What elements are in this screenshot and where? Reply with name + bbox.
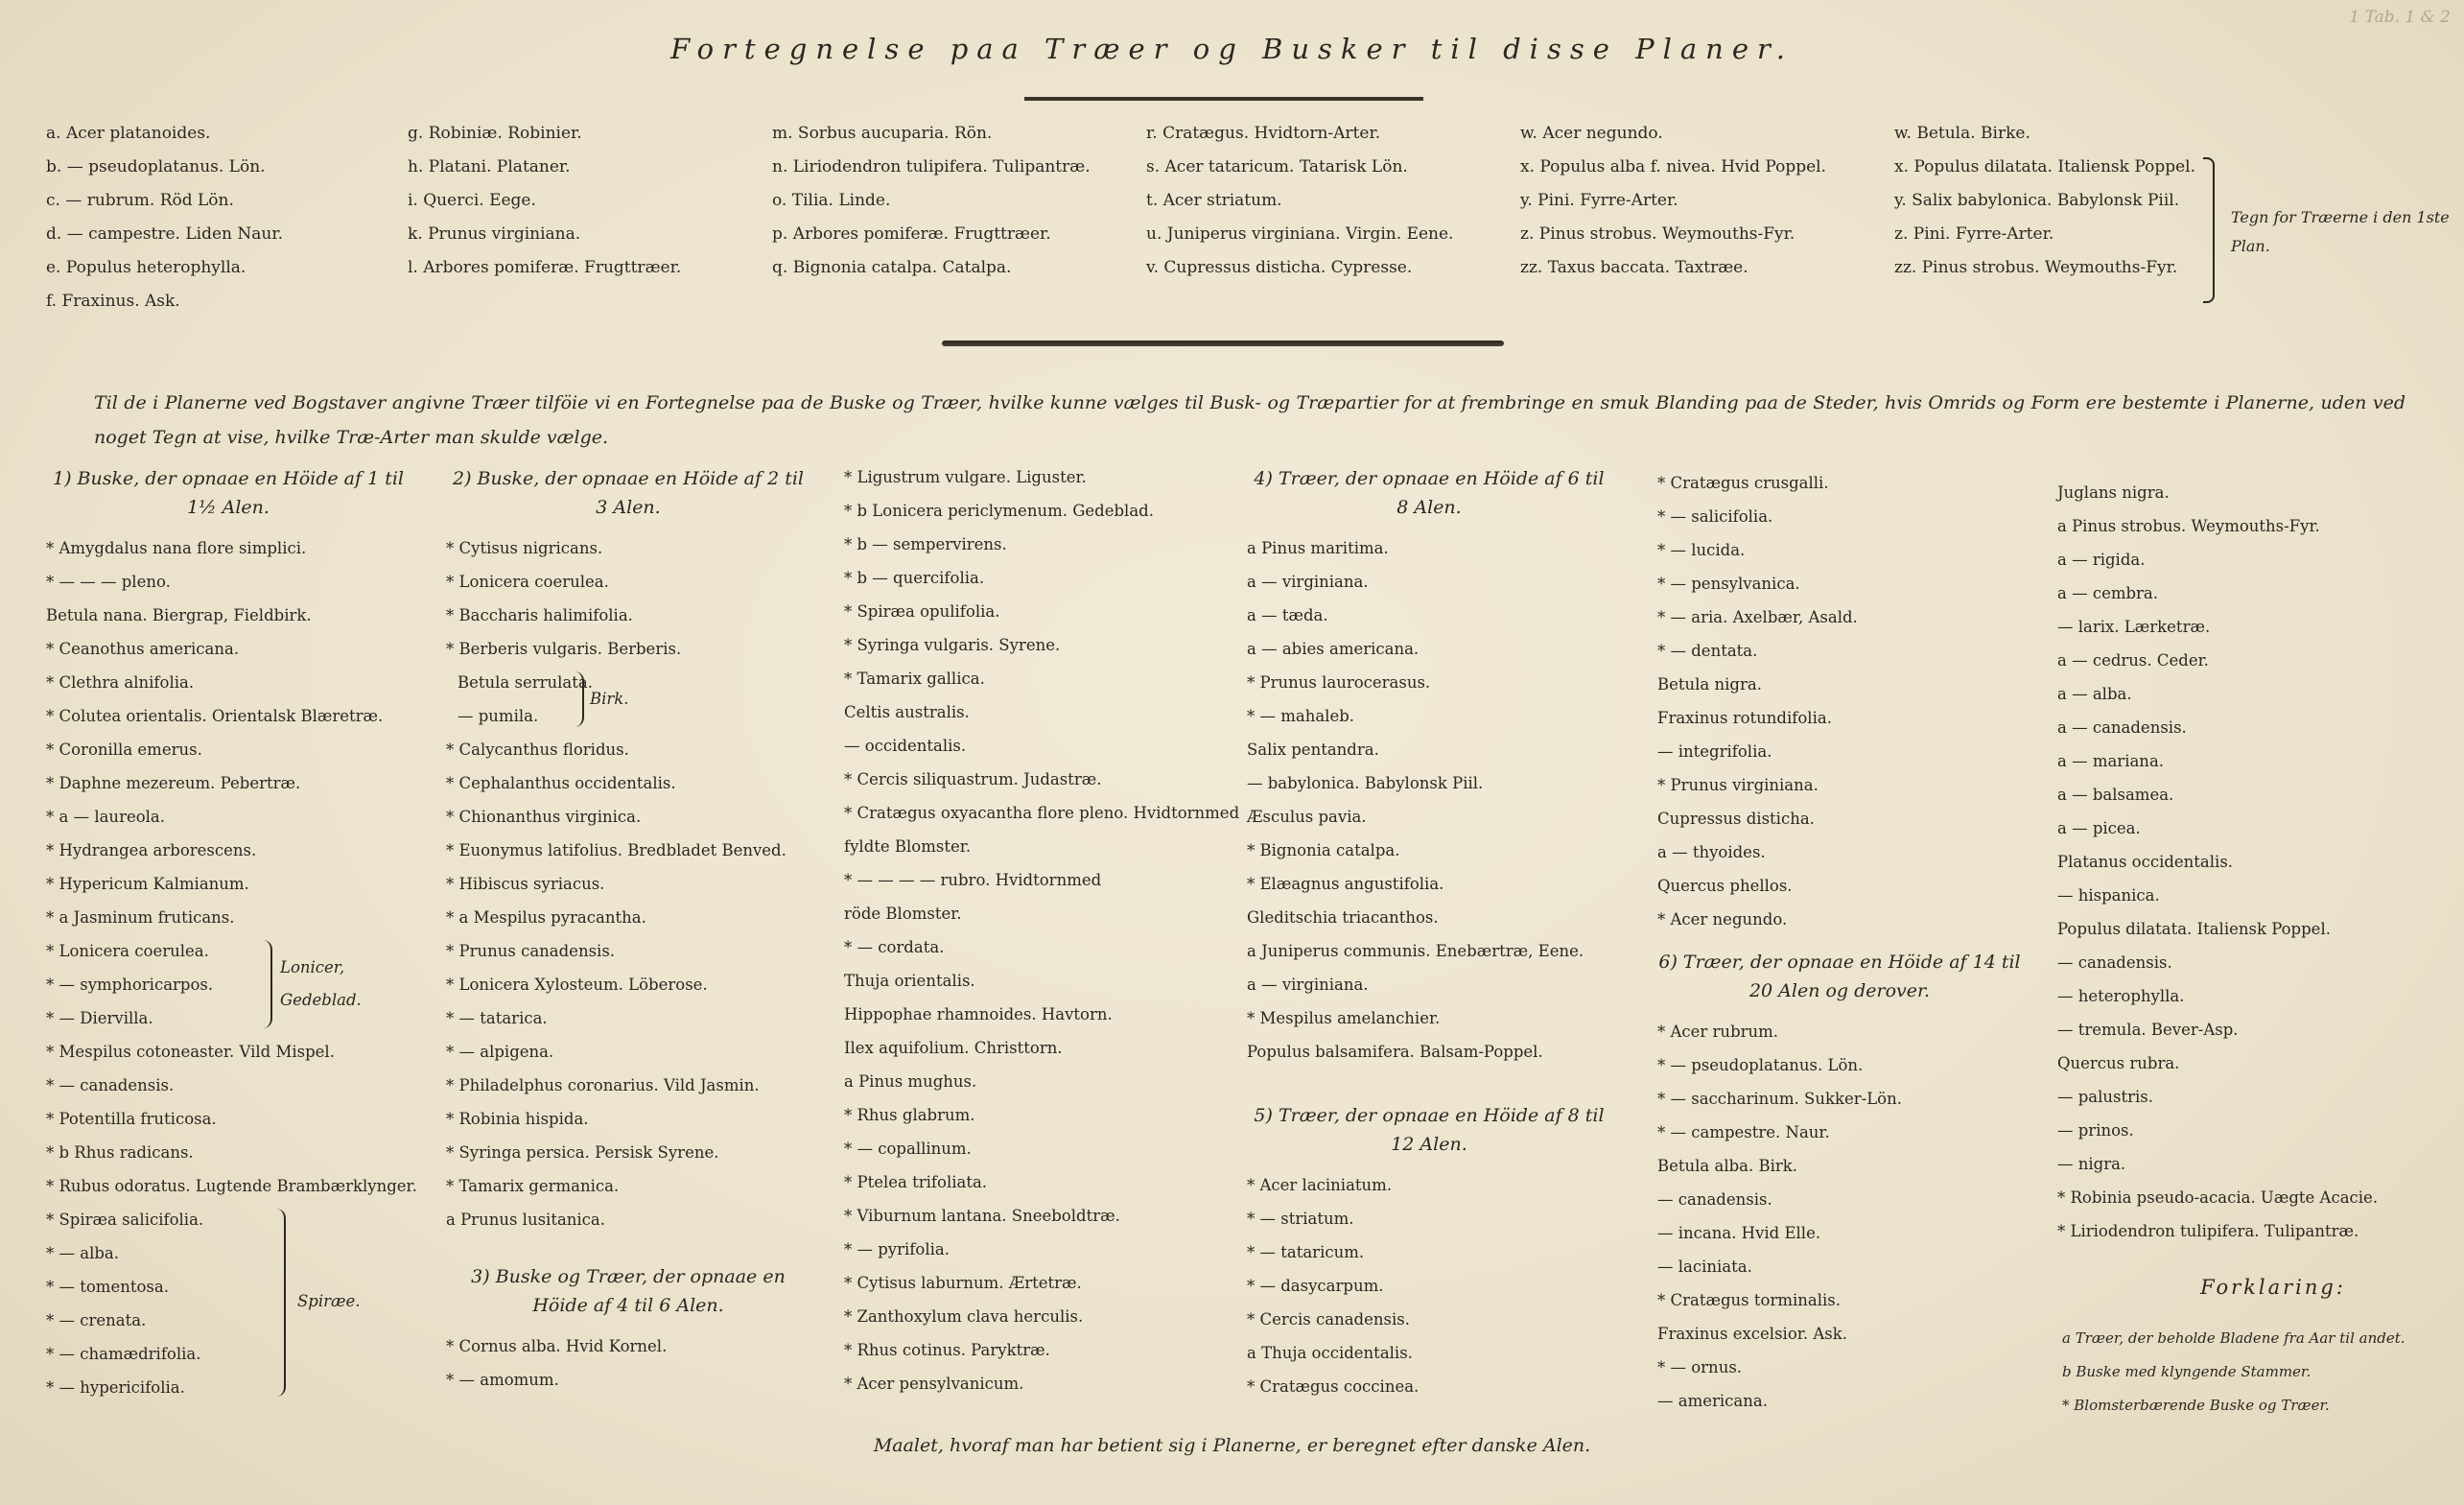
column-6 — [2057, 476, 2441, 1248]
plant-entry: * — pseudoplatanus. Lön. — [1657, 1056, 1864, 1074]
key-entry: d. — campestre. Liden Naur. — [46, 224, 284, 244]
key-entry: r. Cratægus. Hvidtorn-Arter. — [1146, 124, 1381, 143]
birk-label: Birk. — [590, 690, 629, 708]
legend-entry: a Træer, der beholde Bladene fra Aar til andet. — [2062, 1329, 2405, 1347]
key-column-5 — [1520, 117, 1826, 285]
plant-entry: * Philadelphus coronarius. Vild Jasmin. — [446, 1076, 760, 1094]
plant-entry: * Liriodendron tulipifera. Tulipantræ. — [2057, 1222, 2359, 1240]
plant-entry: * — alpigena. — [446, 1043, 554, 1061]
plant-entry: Cupressus disticha. — [1657, 810, 1815, 828]
plant-entry: * Elæagnus angustifolia. — [1247, 875, 1444, 893]
plant-entry: * Acer rubrum. — [1657, 1023, 1779, 1041]
plant-entry: — hispanica. — [2057, 886, 2160, 905]
plant-entry: a — thyoides. — [1657, 843, 1766, 861]
plant-entry: * Cratægus coccinea. — [1247, 1377, 1420, 1396]
title-rule — [1024, 97, 1423, 101]
plant-entry: * — Diervilla. — [46, 1009, 153, 1027]
key-entry: l. Arbores pomiferæ. Frugttræer. — [408, 258, 682, 277]
key-entry: i. Querci. Eege. — [408, 191, 536, 210]
plant-entry: * Lonicera Xylosteum. Löberose. — [446, 976, 708, 994]
plant-entry: Hippophae rhamnoides. Havtorn. — [844, 1005, 1113, 1023]
plant-entry: * Viburnum lantana. Sneeboldtræ. — [844, 1207, 1120, 1225]
spiraea-group — [46, 1203, 411, 1404]
plant-entry: * a Jasminum fruticans. — [46, 908, 235, 927]
plant-entry: * Lonicera coerulea. — [46, 942, 209, 960]
key-entry: k. Prunus virginiana. — [408, 224, 581, 244]
legend-entry: b Buske med klyngende Stammer. — [2062, 1363, 2311, 1380]
key-entry: w. Acer negundo. — [1520, 124, 1663, 143]
plant-entry: * Prunus virginiana. — [1657, 776, 1819, 794]
plant-entry: * — — — pleno. — [46, 573, 171, 591]
plant-entry: a Prunus lusitanica. — [446, 1211, 606, 1229]
plant-entry: — pumila. — [458, 707, 539, 725]
key-brace — [2203, 157, 2215, 303]
plant-entry: * Mespilus cotoneaster. Vild Mispel. — [46, 1043, 335, 1061]
plant-entry: * Mespilus amelanchier. — [1247, 1009, 1441, 1027]
plant-entry: a — picea. — [2057, 819, 2141, 837]
page-title: Fortegnelse paa Træer og Busker til disse Planer. — [670, 33, 1794, 65]
plant-entry: * — striatum. — [1247, 1210, 1354, 1228]
plant-entry: * Rhus glabrum. — [844, 1106, 975, 1124]
plant-entry: * — dasycarpum. — [1247, 1277, 1384, 1295]
plant-entry: * b — quercifolia. — [844, 569, 985, 587]
plant-entry: * — dentata. — [1657, 642, 1758, 660]
plant-entry: * — tomentosa. — [46, 1278, 169, 1296]
key-entry: z. Pini. Fyrre-Arter. — [1894, 224, 2054, 244]
corner-mark: 1 Tab. 1 & 2 — [2349, 8, 2451, 27]
forklaring-list — [2062, 1322, 2446, 1423]
plant-entry: * Amygdalus nana flore simplici. — [46, 539, 307, 557]
plant-entry: Populus dilatata. Italiensk Poppel. — [2057, 920, 2331, 938]
plant-entry: * Tamarix gallica. — [844, 670, 985, 688]
tegn-note: Tegn for Træerne i den 1ste Plan. — [2231, 208, 2450, 255]
key-entry: h. Platani. Plataner. — [408, 157, 571, 176]
plant-entry: * — chamædrifolia. — [46, 1345, 201, 1363]
key-column-1 — [46, 117, 283, 318]
plant-entry: a — cembra. — [2057, 584, 2159, 602]
key-column-4 — [1146, 117, 1453, 285]
key-entry: c. — rubrum. Röd Lön. — [46, 191, 234, 210]
plant-entry: — heterophylla. — [2057, 987, 2185, 1005]
key-entry: q. Bignonia catalpa. Catalpa. — [772, 258, 1012, 277]
plant-entry: * Calycanthus floridus. — [446, 741, 629, 759]
plant-entry: a — balsamea. — [2057, 786, 2174, 804]
plant-entry: Platanus occidentalis. — [2057, 853, 2234, 871]
key-entry: p. Arbores pomiferæ. Frugttræer. — [772, 224, 1051, 244]
section-4 — [1247, 457, 1611, 1069]
plant-entry: Fraxinus rotundifolia. — [1657, 709, 1832, 727]
plant-entry: * Spiræa salicifolia. — [46, 1211, 204, 1229]
plant-entry: Juglans nigra. — [2057, 483, 2170, 502]
key-entry: s. Acer tataricum. Tatarisk Lön. — [1146, 157, 1408, 176]
plant-entry: * Daphne mezereum. Pebertræ. — [46, 774, 301, 792]
plant-entry: a — canadensis. — [2057, 718, 2187, 737]
plant-entry: * Ligustrum vulgare. Liguster. — [844, 468, 1087, 486]
key-entry: y. Salix babylonica. Babylonsk Piil. — [1894, 191, 2180, 210]
section-2 — [446, 457, 810, 1236]
key-entry: w. Betula. Birke. — [1894, 124, 2030, 143]
plant-entry: * — aria. Axelbær, Asald. — [1657, 608, 1858, 626]
plant-entry: * — tataricum. — [1247, 1243, 1365, 1261]
plant-entry: a Thuja occidentalis. — [1247, 1344, 1413, 1362]
plant-entry: * a Mespilus pyracantha. — [446, 908, 646, 927]
plant-entry: * Coronilla emerus. — [46, 741, 202, 759]
lonicer-brace — [259, 940, 272, 1028]
key-entry: v. Cupressus disticha. Cypresse. — [1146, 258, 1413, 277]
forklaring-title: Forklaring: — [2200, 1276, 2346, 1299]
key-entry: y. Pini. Fyrre-Arter. — [1520, 191, 1678, 210]
plant-entry: Æsculus pavia. — [1247, 808, 1367, 826]
plant-entry: * Robinia hispida. — [446, 1110, 589, 1128]
plant-entry: * Hypericum Kalmianum. — [46, 875, 249, 893]
plant-entry: * Syringa persica. Persisk Syrene. — [446, 1143, 719, 1162]
plant-entry: — laciniata. — [1657, 1258, 1752, 1276]
plant-entry: * a — laureola. — [46, 808, 166, 826]
plant-entry: * Cratægus crusgalli. — [1657, 474, 1829, 492]
plant-entry: a Juniperus communis. Enebærtræ, Eene. — [1247, 942, 1584, 960]
plant-entry: a — abies americana. — [1247, 640, 1420, 658]
birk-group — [446, 666, 810, 733]
plant-entry: a — virginiana. — [1247, 573, 1369, 591]
plant-entry: * Acer negundo. — [1657, 910, 1788, 929]
plant-entry: * Rhus cotinus. Paryktræ. — [844, 1341, 1050, 1359]
key-entry: z. Pinus strobus. Weymouths-Fyr. — [1520, 224, 1795, 244]
plant-entry: — palustris. — [2057, 1088, 2154, 1106]
plant-entry: * Clethra alnifolia. — [46, 673, 195, 692]
plant-entry: * — crenata. — [46, 1311, 147, 1329]
plant-entry: * Acer pensylvanicum. — [844, 1375, 1024, 1393]
key-entry: m. Sorbus aucuparia. Rön. — [772, 124, 993, 143]
plant-entry: * b Rhus radicans. — [46, 1143, 194, 1162]
plant-entry: Betula serrulata. — [458, 673, 593, 692]
plant-entry: Ilex aquifolium. Christtorn. — [844, 1039, 1063, 1057]
birk-brace — [573, 671, 584, 727]
plant-entry: * — hypericifolia. — [46, 1378, 185, 1397]
plant-entry: — nigra. — [2057, 1155, 2126, 1173]
plant-entry: — canadensis. — [1657, 1190, 1772, 1209]
intro-paragraph: Til de i Planerne ved Bogstaver angivne Træer tilföie vi en Fortegnelse paa de Buske og Træer, hvilke kunne vælges til Busk- og Træpartier for at frembringe en smuk Blanding paa de Steder, hvis Omrids og Form ere bestemte i Planerne, uden ved noget Tegn at vise, hvilke Træ-Arter man skulde vælge. — [94, 392, 2405, 448]
key-entry: e. Populus heterophylla. — [46, 258, 246, 277]
plant-entry: — americana. — [1657, 1392, 1768, 1410]
key-entry: o. Tilia. Linde. — [772, 191, 891, 210]
plant-entry: * — symphoricarpos. — [46, 976, 214, 994]
plant-entry: a — mariana. — [2057, 752, 2165, 770]
plant-entry: Betula alba. Birk. — [1657, 1157, 1798, 1175]
plant-entry: Betula nigra. — [1657, 675, 1762, 694]
key-entry: a. Acer platanoides. — [46, 124, 211, 143]
plant-entry: Fraxinus excelsior. Ask. — [1657, 1325, 1847, 1343]
plant-entry: — incana. Hvid Elle. — [1657, 1224, 1821, 1242]
plant-entry: * Bignonia catalpa. — [1247, 841, 1400, 859]
plant-entry: * — canadensis. — [46, 1076, 175, 1094]
plant-entry: * Tamarix germanica. — [446, 1177, 620, 1195]
plant-entry: * Baccharis halimifolia. — [446, 606, 633, 624]
plant-entry: * Acer laciniatum. — [1247, 1176, 1393, 1194]
key-entry: zz. Taxus baccata. Taxtræe. — [1520, 258, 1748, 277]
plant-entry: * Robinia pseudo-acacia. Uægte Acacie. — [2057, 1188, 2379, 1207]
plant-entry: * Cercis siliquastrum. Judastræ. — [844, 770, 1102, 788]
column-5 — [1657, 466, 2022, 936]
plant-entry: — tremula. Bever-Asp. — [2057, 1021, 2239, 1039]
key-column-6 — [1894, 117, 2195, 285]
lonicer-group — [46, 934, 411, 1035]
plant-entry: * Cornus alba. Hvid Kornel. — [446, 1337, 668, 1355]
plant-entry: * — tatarica. — [446, 1009, 548, 1027]
key-entry: u. Juniperus virginiana. Virgin. Eene. — [1146, 224, 1454, 244]
plant-entry: * Syringa vulgaris. Syrene. — [844, 636, 1061, 654]
plant-entry: * — amomum. — [446, 1371, 559, 1389]
plant-entry: — occidentalis. — [844, 737, 967, 755]
plant-entry: * b — sempervirens. — [844, 535, 1007, 553]
key-entry: x. Populus dilatata. Italiensk Poppel. — [1894, 157, 2196, 176]
plant-entry: * Hibiscus syriacus. — [446, 875, 605, 893]
plant-entry: * Cratægus torminalis. — [1657, 1291, 1841, 1309]
section-1 — [46, 457, 417, 1404]
plant-entry: — prinos. — [2057, 1121, 2134, 1140]
plant-entry: Salix pentandra. — [1247, 741, 1379, 759]
column-3 — [844, 460, 1240, 1400]
key-column-3 — [772, 117, 1091, 285]
plant-entry: * Ceanothus americana. — [46, 640, 240, 658]
section-5-heading: 5) Træer, der opnaae en Höide af 8 til 12 Alen. — [1254, 1105, 1605, 1155]
section-6-heading: 6) Træer, der opnaae en Höide af 14 til 20 Alen og derover. — [1658, 952, 2021, 1001]
section-1-heading: 1) Buske, der opnaae en Höide af 1 til 1½ Alen. — [52, 468, 404, 518]
plant-entry: — integrifolia. — [1657, 742, 1772, 761]
plant-entry: * Potentilla fruticosa. — [46, 1110, 217, 1128]
plant-entry: * — alba. — [46, 1244, 119, 1262]
plant-entry: * b Lonicera periclymenum. Gedeblad. — [844, 502, 1154, 520]
plant-entry: a — cedrus. Ceder. — [2057, 651, 2209, 670]
plant-entry: a — alba. — [2057, 685, 2132, 703]
plant-entry: Celtis australis. — [844, 703, 970, 721]
plant-entry: * — pyrifolia. — [844, 1240, 950, 1258]
key-entry: b. — pseudoplatanus. Lön. — [46, 157, 266, 176]
section-3-heading: 3) Buske og Træer, der opnaae en Höide af 4 til 6 Alen. — [471, 1266, 786, 1316]
plant-entry: * — mahaleb. — [1247, 707, 1355, 725]
plant-entry: * Hydrangea arborescens. — [46, 841, 257, 859]
plant-entry: * Euonymus latifolius. Bredbladet Benved. — [446, 841, 786, 859]
legend-entry: * Blomsterbærende Buske og Træer. — [2062, 1397, 2330, 1414]
plant-entry: * Cytisus laburnum. Ærtetræ. — [844, 1274, 1082, 1292]
section-3 — [446, 1255, 810, 1397]
section-rule — [942, 341, 1504, 346]
key-entry: zz. Pinus strobus. Weymouths-Fyr. — [1894, 258, 2178, 277]
plant-entry: * — ornus. — [1657, 1358, 1743, 1376]
plant-entry: * Cratægus oxyacantha flore pleno. Hvidtornmed — [844, 804, 1240, 822]
plant-entry: * — saccharinum. Sukker-Lön. — [1657, 1090, 1902, 1108]
plant-entry: a — tæda. — [1247, 606, 1328, 624]
plant-entry: * Rubus odoratus. Lugtende Brambærklynger. — [46, 1177, 417, 1195]
section-2-heading: 2) Buske, der opnaae en Höide af 2 til 3 Alen. — [452, 468, 804, 518]
plant-entry: Quercus rubra. — [2057, 1054, 2180, 1072]
plant-entry: * — pensylvanica. — [1657, 575, 1800, 593]
plant-entry: a Pinus maritima. — [1247, 539, 1389, 557]
plant-entry: Betula nana. Biergrap, Fieldbirk. — [46, 606, 312, 624]
plant-entry: a Pinus strobus. Weymouths-Fyr. — [2057, 517, 2320, 535]
plant-entry: * Lonicera coerulea. — [446, 573, 609, 591]
key-entry: f. Fraxinus. Ask. — [46, 292, 180, 311]
plant-entry: — canadensis. — [2057, 953, 2172, 972]
spiraea-label: Spiræe. — [297, 1292, 361, 1310]
plant-entry: * Cercis canadensis. — [1247, 1310, 1410, 1329]
plant-entry: * — campestre. Naur. — [1657, 1123, 1830, 1141]
lonicer-label: Lonicer, Gedeblad. — [280, 958, 362, 1009]
key-entry: n. Liriodendron tulipifera. Tulipantræ. — [772, 157, 1091, 176]
plant-entry: fyldte Blomster. — [844, 837, 972, 856]
spiraea-brace — [272, 1209, 286, 1397]
plant-entry: * Chionanthus virginica. — [446, 808, 642, 826]
section-4-heading: 4) Træer, der opnaae en Höide af 6 til 8 Alen. — [1254, 468, 1605, 518]
plant-entry: * — cordata. — [844, 938, 945, 956]
plant-entry: * Cephalanthus occidentalis. — [446, 774, 676, 792]
plant-entry: a — rigida. — [2057, 551, 2146, 569]
section-5 — [1247, 1093, 1611, 1403]
plant-entry: — larix. Lærketræ. — [2057, 618, 2211, 636]
key-entry: x. Populus alba f. nivea. Hvid Poppel. — [1520, 157, 1827, 176]
plant-entry: a Pinus mughus. — [844, 1072, 977, 1091]
plant-entry: Thuja orientalis. — [844, 972, 975, 990]
plant-entry: a — virginiana. — [1247, 976, 1369, 994]
plant-entry: — babylonica. Babylonsk Piil. — [1247, 774, 1484, 792]
plant-entry: röde Blomster. — [844, 905, 962, 923]
plant-entry: * Prunus canadensis. — [446, 942, 616, 960]
plant-entry: * — copallinum. — [844, 1140, 972, 1158]
plant-entry: * Ptelea trifoliata. — [844, 1173, 988, 1191]
key-column-2 — [408, 117, 681, 285]
key-entry: t. Acer striatum. — [1146, 191, 1282, 210]
plant-entry: * — salicifolia. — [1657, 507, 1773, 526]
plant-entry: Quercus phellos. — [1657, 877, 1793, 895]
key-entry: g. Robiniæ. Robinier. — [408, 124, 582, 143]
plant-entry: * Spiræa opulifolia. — [844, 602, 1000, 621]
section-6 — [1657, 940, 2022, 1418]
plant-entry: Populus balsamifera. Balsam-Poppel. — [1247, 1043, 1543, 1061]
plant-entry: * Colutea orientalis. Orientalsk Blæretræ. — [46, 707, 384, 725]
plant-entry: * Cytisus nigricans. — [446, 539, 603, 557]
plant-entry: * — — — — rubro. Hvidtornmed — [844, 871, 1102, 889]
plant-entry: Gleditschia triacanthos. — [1247, 908, 1439, 927]
plant-entry: * — lucida. — [1657, 541, 1746, 559]
footnote: Maalet, hvoraf man har betient sig i Planerne, er beregnet efter danske Alen. — [873, 1435, 1591, 1456]
plant-entry: * Zanthoxylum clava herculis. — [844, 1307, 1084, 1326]
plant-entry: * Berberis vulgaris. Berberis. — [446, 640, 682, 658]
plant-entry: * Prunus laurocerasus. — [1247, 673, 1431, 692]
